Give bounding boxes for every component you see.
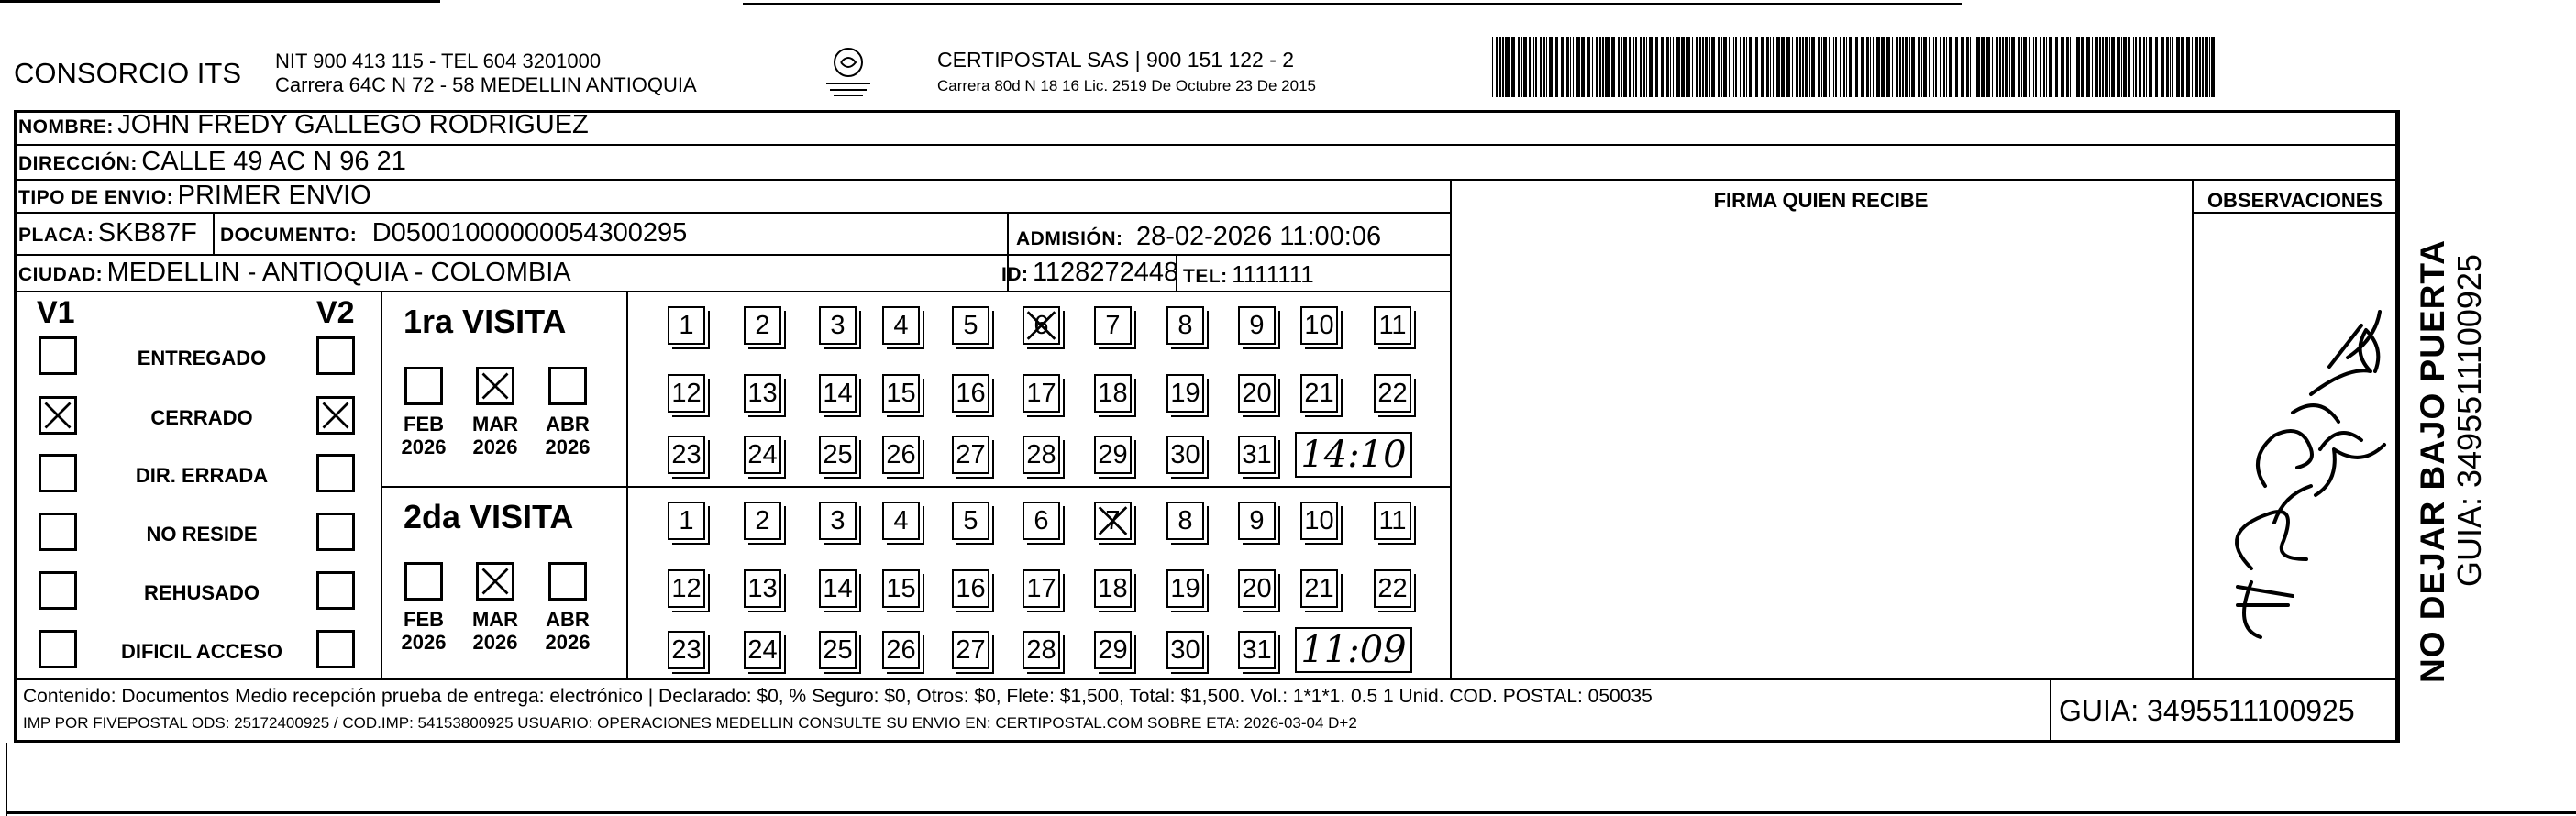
v2-checkbox[interactable] — [316, 454, 355, 492]
v2-checkbox[interactable] — [316, 396, 355, 435]
day-box[interactable]: 9 — [1238, 306, 1276, 345]
day-box[interactable]: 12 — [668, 374, 705, 413]
documento-field: DOCUMENTO: D05001000000054300295 — [220, 218, 688, 248]
day-box[interactable]: 7 — [1094, 502, 1132, 540]
day-box[interactable]: 2 — [744, 502, 781, 540]
firma-header: FIRMA QUIEN RECIBE — [1713, 189, 1929, 212]
observaciones-header: OBSERVACIONES — [2206, 189, 2383, 212]
side-guia: GUIA: 3495511100925 — [2450, 254, 2488, 587]
month-checkbox[interactable] — [404, 562, 443, 601]
v1-checkbox[interactable] — [39, 571, 77, 610]
sep-placa — [213, 212, 215, 254]
status-option-label: CERRADO — [150, 406, 253, 429]
day-box[interactable]: 23 — [668, 436, 705, 474]
footer-imp: IMP POR FIVEPOSTAL ODS: 25172400925 / COD.IMP: 54153800925 USUARIO: OPERACIONES MEDELLIN CONSULTE SU ENVIO EN: CERTIPOSTAL.COM SOBRE ETA: 2026-03-04 D+2 — [23, 714, 1357, 732]
month-label: MAR 2026 — [471, 608, 519, 655]
day-box[interactable]: 1 — [668, 306, 705, 345]
direccion-field: DIRECCIÓN: CALLE 49 AC N 96 21 — [18, 147, 406, 176]
sep-visit-days — [626, 291, 628, 678]
day-box[interactable]: 28 — [1023, 436, 1060, 474]
tel-field: TEL: 1111111 — [1183, 260, 1314, 288]
day-box[interactable]: 7 — [1094, 306, 1132, 345]
company-name: CONSORCIO ITS — [14, 57, 242, 89]
row-line-3 — [14, 212, 1450, 214]
day-box[interactable]: 3 — [819, 502, 857, 540]
day-box[interactable]: 8 — [1166, 306, 1204, 345]
v1-checkbox[interactable] — [39, 513, 77, 551]
day-box[interactable]: 26 — [882, 631, 920, 669]
day-box[interactable]: 25 — [819, 631, 857, 669]
handwritten-signature — [2201, 220, 2394, 669]
day-box[interactable]: 3 — [819, 306, 857, 345]
day-box[interactable]: 27 — [952, 436, 989, 474]
visit-title: 1ra VISITA — [404, 303, 567, 340]
month-label: MAR 2026 — [471, 413, 519, 459]
v2-checkbox[interactable] — [316, 571, 355, 610]
v2-checkbox[interactable] — [316, 336, 355, 375]
status-option-label: NO RESIDE — [146, 523, 258, 546]
top-rule — [0, 0, 440, 3]
ciudad-field: CIUDAD: MEDELLIN - ANTIOQUIA - COLOMBIA — [18, 258, 571, 287]
sep-obs — [2192, 179, 2194, 678]
day-box[interactable]: 16 — [952, 569, 989, 608]
no-dejar-bajo-puerta: NO DEJAR BAJO PUERTA — [2414, 239, 2451, 683]
row-line-4 — [14, 254, 1450, 256]
top-rule-2 — [743, 3, 1962, 5]
day-box[interactable]: 21 — [1300, 374, 1338, 413]
day-box[interactable]: 21 — [1300, 569, 1338, 608]
day-box[interactable]: 22 — [1374, 569, 1411, 608]
v2-checkbox[interactable] — [316, 513, 355, 551]
month-checkbox[interactable] — [548, 367, 587, 405]
day-box[interactable]: 25 — [819, 436, 857, 474]
month-checkbox[interactable] — [476, 367, 514, 405]
day-box[interactable]: 31 — [1238, 631, 1276, 669]
day-box[interactable]: 1 — [668, 502, 705, 540]
day-box[interactable]: 24 — [744, 631, 781, 669]
day-box[interactable]: 14 — [819, 569, 857, 608]
day-box[interactable]: 6 — [1023, 306, 1060, 345]
scan-edge-bottom — [6, 811, 2576, 814]
day-box[interactable]: 19 — [1166, 374, 1204, 413]
scan-edge-left — [6, 743, 7, 816]
day-box[interactable]: 29 — [1094, 631, 1132, 669]
v1-checkbox[interactable] — [39, 630, 77, 668]
status-option-label: DIR. ERRADA — [135, 464, 269, 487]
nit-line: NIT 900 413 115 - TEL 604 3201000 — [275, 50, 602, 72]
sep-right — [2398, 110, 2400, 743]
day-box[interactable]: 4 — [882, 306, 920, 345]
day-box[interactable]: 29 — [1094, 436, 1132, 474]
day-box[interactable]: 30 — [1166, 436, 1204, 474]
day-box[interactable]: 13 — [744, 374, 781, 413]
day-box[interactable]: 9 — [1238, 502, 1276, 540]
certipostal-line: CERTIPOSTAL SAS | 900 151 122 - 2 — [937, 48, 1295, 72]
status-option-label: ENTREGADO — [137, 347, 267, 369]
v1-checkbox[interactable] — [39, 336, 77, 375]
day-box[interactable]: 8 — [1166, 502, 1204, 540]
month-label: ABR 2026 — [545, 608, 591, 655]
sep-firma — [1450, 179, 1452, 678]
visit-separator — [381, 486, 1450, 488]
day-box[interactable]: 30 — [1166, 631, 1204, 669]
company-info — [275, 50, 697, 98]
day-box[interactable]: 5 — [952, 502, 989, 540]
day-box[interactable]: 16 — [952, 374, 989, 413]
month-label: ABR 2026 — [545, 413, 591, 459]
handwritten-time: 11:09 — [1295, 627, 1412, 673]
address-line: Carrera 64C N 72 - 58 MEDELLIN ANTIOQUIA — [275, 73, 697, 97]
day-box[interactable]: 17 — [1023, 374, 1060, 413]
day-box[interactable]: 17 — [1023, 569, 1060, 608]
day-box[interactable]: 5 — [952, 306, 989, 345]
footer-contenido: Contenido: Documentos Medio recepción prueba de entrega: electrónico | Declarado: $0, % Seguro: $0, Otros: $0, Flete: $1,500, Total: $1,500. Vol.: 1*1*1. 0.5 1 Unid. COD. POSTAL: 050035 — [23, 686, 1653, 707]
day-box[interactable]: 2 — [744, 306, 781, 345]
month-label: FEB 2026 — [401, 608, 447, 655]
footer-line — [14, 678, 2398, 680]
day-box[interactable]: 6 — [1023, 502, 1060, 540]
license-line: Carrera 80d N 18 16 Lic. 2519 De Octubre 23 De 2015 — [937, 77, 1316, 94]
visit-title: 2da VISITA — [404, 498, 574, 535]
day-box[interactable]: 12 — [668, 569, 705, 608]
placa-field: PLACA: SKB87F — [18, 218, 197, 248]
day-box[interactable]: 14 — [819, 374, 857, 413]
month-checkbox[interactable] — [404, 367, 443, 405]
day-box[interactable]: 26 — [882, 436, 920, 474]
day-box[interactable]: 24 — [744, 436, 781, 474]
day-box[interactable]: 10 — [1300, 306, 1338, 345]
handwritten-time: 14:10 — [1295, 432, 1412, 478]
admision-field: ADMISIÓN: 28-02-2026 11:00:06 — [1016, 222, 1382, 251]
day-box[interactable]: 31 — [1238, 436, 1276, 474]
day-box[interactable]: 15 — [882, 569, 920, 608]
row-line-5 — [14, 291, 1450, 292]
day-box[interactable]: 4 — [882, 502, 920, 540]
status-option-label: REHUSADO — [144, 581, 260, 604]
day-box[interactable]: 27 — [952, 631, 989, 669]
day-box[interactable]: 22 — [1374, 374, 1411, 413]
row-line-2 — [14, 179, 2398, 181]
day-box[interactable]: 18 — [1094, 569, 1132, 608]
day-box[interactable]: 18 — [1094, 374, 1132, 413]
tipo-envio-field: TIPO DE ENVIO: PRIMER ENVIO — [18, 181, 371, 210]
month-checkbox[interactable] — [548, 562, 587, 601]
day-box[interactable]: 13 — [744, 569, 781, 608]
barcode — [1490, 37, 2219, 97]
v1-header: V1 — [37, 295, 75, 330]
day-box[interactable]: 15 — [882, 374, 920, 413]
day-box[interactable]: 11 — [1374, 502, 1411, 540]
day-box[interactable]: 11 — [1374, 306, 1411, 345]
row-line-1 — [14, 144, 2398, 146]
v2-header: V2 — [316, 295, 355, 330]
certipostal-logo — [821, 44, 876, 103]
footer-guia: GUIA: 3495511100925 — [2059, 694, 2355, 727]
status-option-label: DIFICIL ACCESO — [120, 640, 282, 663]
day-box[interactable]: 19 — [1166, 569, 1204, 608]
day-box[interactable]: 20 — [1238, 569, 1276, 608]
day-box[interactable]: 10 — [1300, 502, 1338, 540]
v2-checkbox[interactable] — [316, 630, 355, 668]
month-checkbox[interactable] — [476, 562, 514, 601]
sep-status — [381, 291, 382, 678]
id-field: ID: 1128272448 — [1001, 258, 1179, 287]
day-box[interactable]: 28 — [1023, 631, 1060, 669]
nombre-field: NOMBRE: JOHN FREDY GALLEGO RODRIGUEZ — [18, 110, 589, 139]
v1-checkbox[interactable] — [39, 454, 77, 492]
sep-footer-guia — [2050, 678, 2051, 743]
v1-checkbox[interactable] — [39, 396, 77, 435]
day-box[interactable]: 23 — [668, 631, 705, 669]
day-box[interactable]: 20 — [1238, 374, 1276, 413]
month-label: FEB 2026 — [401, 413, 447, 459]
